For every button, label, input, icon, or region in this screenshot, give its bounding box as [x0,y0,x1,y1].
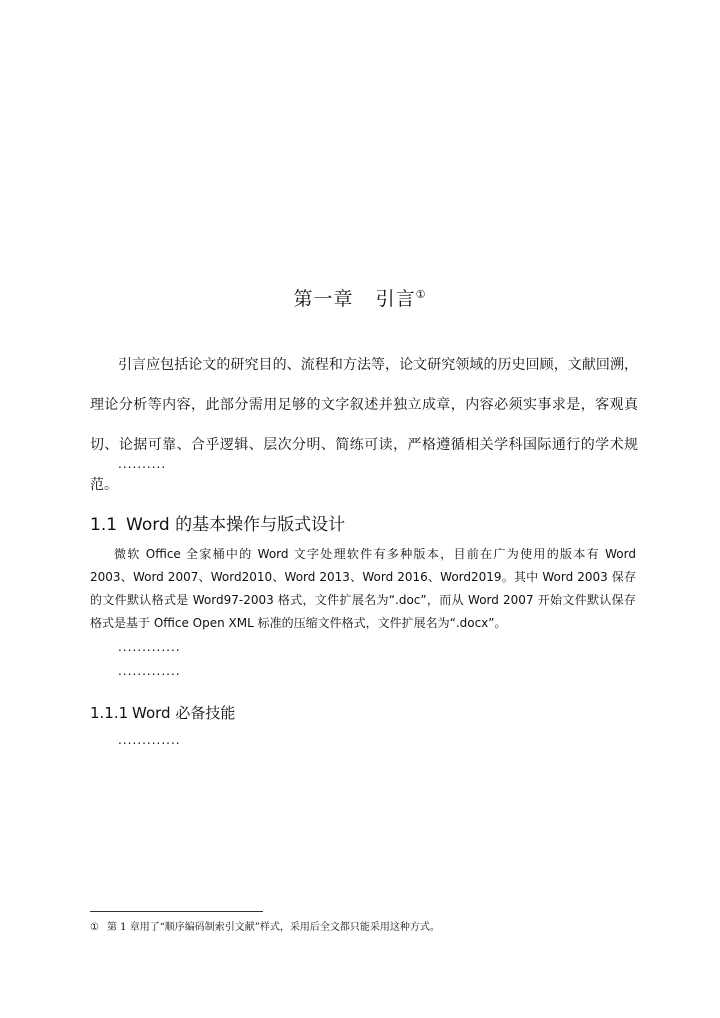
chapter-name: 引言 [375,288,416,310]
ellipsis-4: ............. [118,733,181,747]
subsection-title: Word 必备技能 [132,704,236,722]
section-1-1-paragraph: 微软 Office 全家桶中的 Word 文字处理软件有多种版本，目前在广为使用的版本有 Word 2003、Word 2007、Word2010、Word 2013、Word 2016、Word2019。其中 Word 2003 保存的文件默认格式是 Word97-2003 格式，文件扩展名为“.doc”，而从 Word 2007 开始文件默认保存格式是基于 Office Open XML 标准的压缩文件格式，文件扩展名为“.docx”。 [90,547,636,630]
footnote-separator [90,911,263,912]
chapter-title [0,284,720,311]
footnote-reference[interactable]: ① [415,288,427,301]
footnote [90,918,440,933]
ellipsis-1: .......... [118,457,167,471]
footnote-mark: ① [90,922,99,933]
section-number: 1.1 [90,515,118,535]
section-title: Word 的基本操作与版式设计 [126,515,346,535]
subsection-number: 1.1.1 [90,704,129,722]
ellipsis-2: ............. [118,640,181,654]
section-heading-1-1 [90,510,345,535]
section-heading-1-1-1 [90,702,235,723]
ellipsis-3: ............. [118,664,181,678]
footnote-text: 第 1 章用了“顺序编码制索引文献”样式，采用后全文都只能采用这种方式。 [106,922,440,933]
intro-paragraph: 引言应包括论文的研究目的、流程和方法等，论文研究领域的历史回顾，文献回溯，理论分析等内容，此部分需用足够的文字叙述并独立成章，内容必须实事求是，客观真切、论据可靠、合乎逻辑、层次分明、简练可读，严格遵循相关学科国际通行的学术规范。 [90,357,638,493]
chapter-number: 第一章 [293,288,354,310]
